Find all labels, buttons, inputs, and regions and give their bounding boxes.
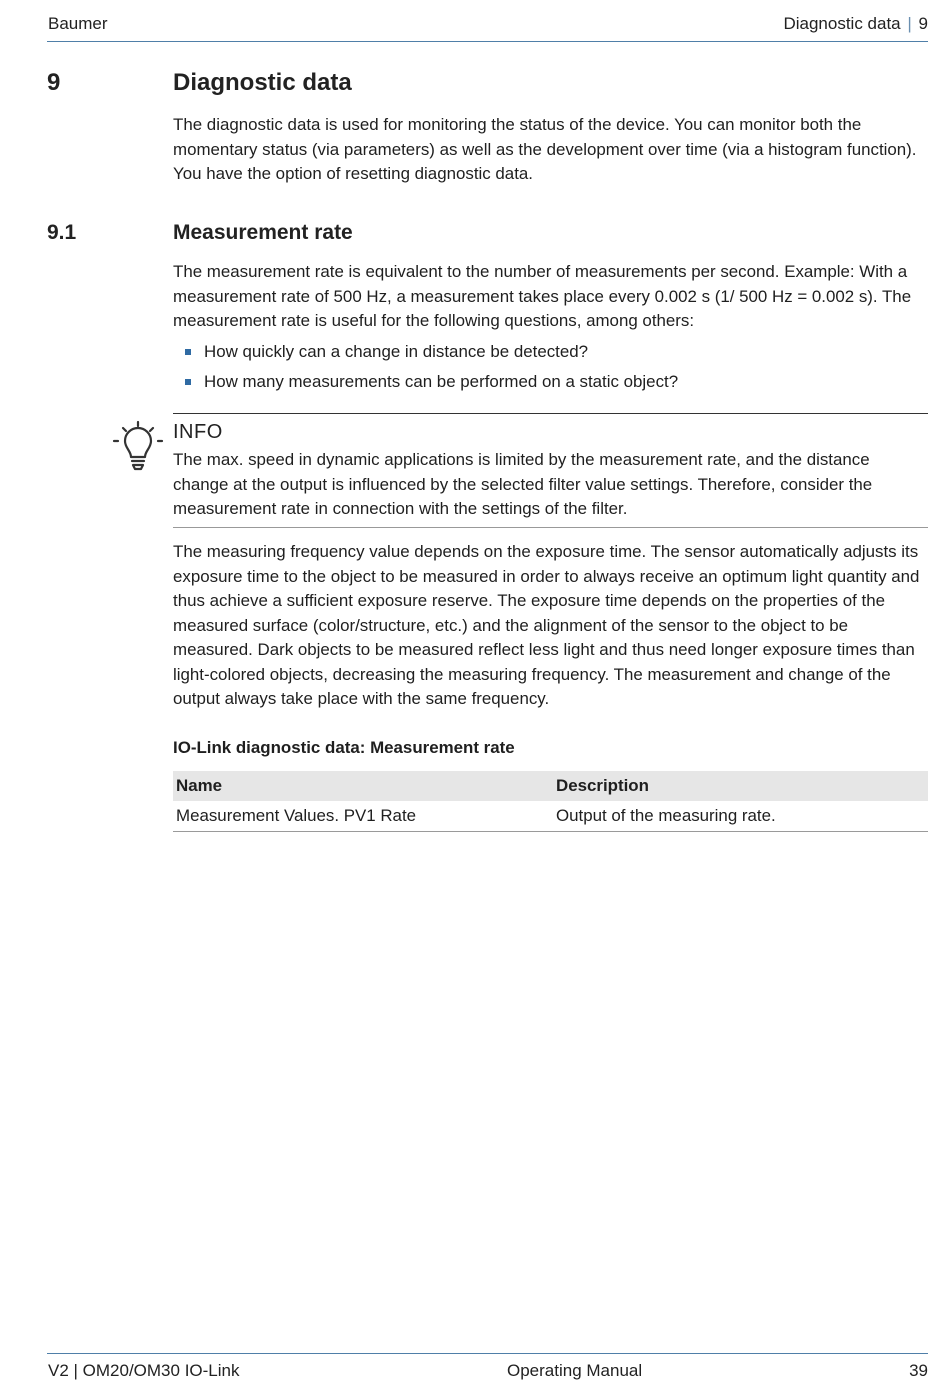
info-text: The max. speed in dynamic applications is limited by the measurement rate, and the distance change at the output is influenced by the selected filter value settings. Therefore, consider the measurement rate in connection with the settings of the filter. xyxy=(173,450,873,518)
list-item-text: How many measurements can be performed on a static object? xyxy=(204,372,679,391)
list-item-text: How quickly can a change in distance be detected? xyxy=(204,342,589,361)
table-title: IO-Link diagnostic data: Measurement rate xyxy=(173,738,515,757)
table-cell-name: Measurement Values. PV1 Rate xyxy=(173,801,553,832)
page-footer xyxy=(47,1353,928,1384)
table-cell-description: Output of the measuring rate. xyxy=(553,801,928,832)
chapter-number: 9 xyxy=(47,69,61,96)
table-row xyxy=(173,801,928,832)
chapter-title: Diagnostic data xyxy=(173,69,352,96)
section-intro: The measurement rate is equivalent to the number of measurements per second. Example: With a measurement rate of 500 Hz, a measurement takes place every 0.002 s (1/ 500 Hz = 0.002 s). The measurement rate is useful for the following questions, among others: xyxy=(173,262,912,330)
column-header-name: Name xyxy=(173,771,553,801)
page-number: 39 xyxy=(909,1361,928,1380)
info-box-bottom-rule xyxy=(173,527,928,528)
info-title: INFO xyxy=(173,421,223,443)
page-header xyxy=(47,12,928,42)
lightbulb-icon xyxy=(112,420,164,472)
info-box-top-rule xyxy=(173,413,928,414)
header-chapter-number: 9 xyxy=(918,14,928,33)
footer-doc-type: Operating Manual xyxy=(507,1361,643,1380)
section-title: Measurement rate xyxy=(173,221,353,244)
list-item xyxy=(173,370,929,400)
section-number: 9.1 xyxy=(47,221,77,244)
chapter-intro: The diagnostic data is used for monitoring the status of the device. You can monitor both the momentary status (via parameters) as well as the development over time (via a histogram function). You have the option of resetting diagnostic data. xyxy=(173,115,917,183)
list-item xyxy=(173,340,929,370)
header-section-info xyxy=(783,14,928,34)
body-paragraph: The measuring frequency value depends on the exposure time. The sensor automatically adjusts its exposure time to the object to be measured in order to always receive an optimum light quantity and thus achieve a sufficient exposure reserve. The exposure time depends on the properties of the measured surface (color/structure, etc.) and the alignment of the sensor to the object to be measured. Dark objects to be measured reflect less light and thus need longer exposure times than light-colored objects, decreasing the measuring frequency. The measurement and change of the output always take place with the same frequency. xyxy=(173,542,920,708)
header-separator: | xyxy=(907,14,912,33)
footer-version: V2 | OM20/OM30 IO-Link xyxy=(48,1361,240,1380)
question-list xyxy=(173,340,929,400)
column-header-description: Description xyxy=(553,771,928,801)
table-header-row xyxy=(173,771,928,801)
brand-name: Baumer xyxy=(48,14,108,33)
bullet-square-icon xyxy=(185,349,191,355)
diagnostic-data-table xyxy=(173,771,928,832)
header-section-title: Diagnostic data xyxy=(783,14,901,33)
bullet-square-icon xyxy=(185,379,191,385)
